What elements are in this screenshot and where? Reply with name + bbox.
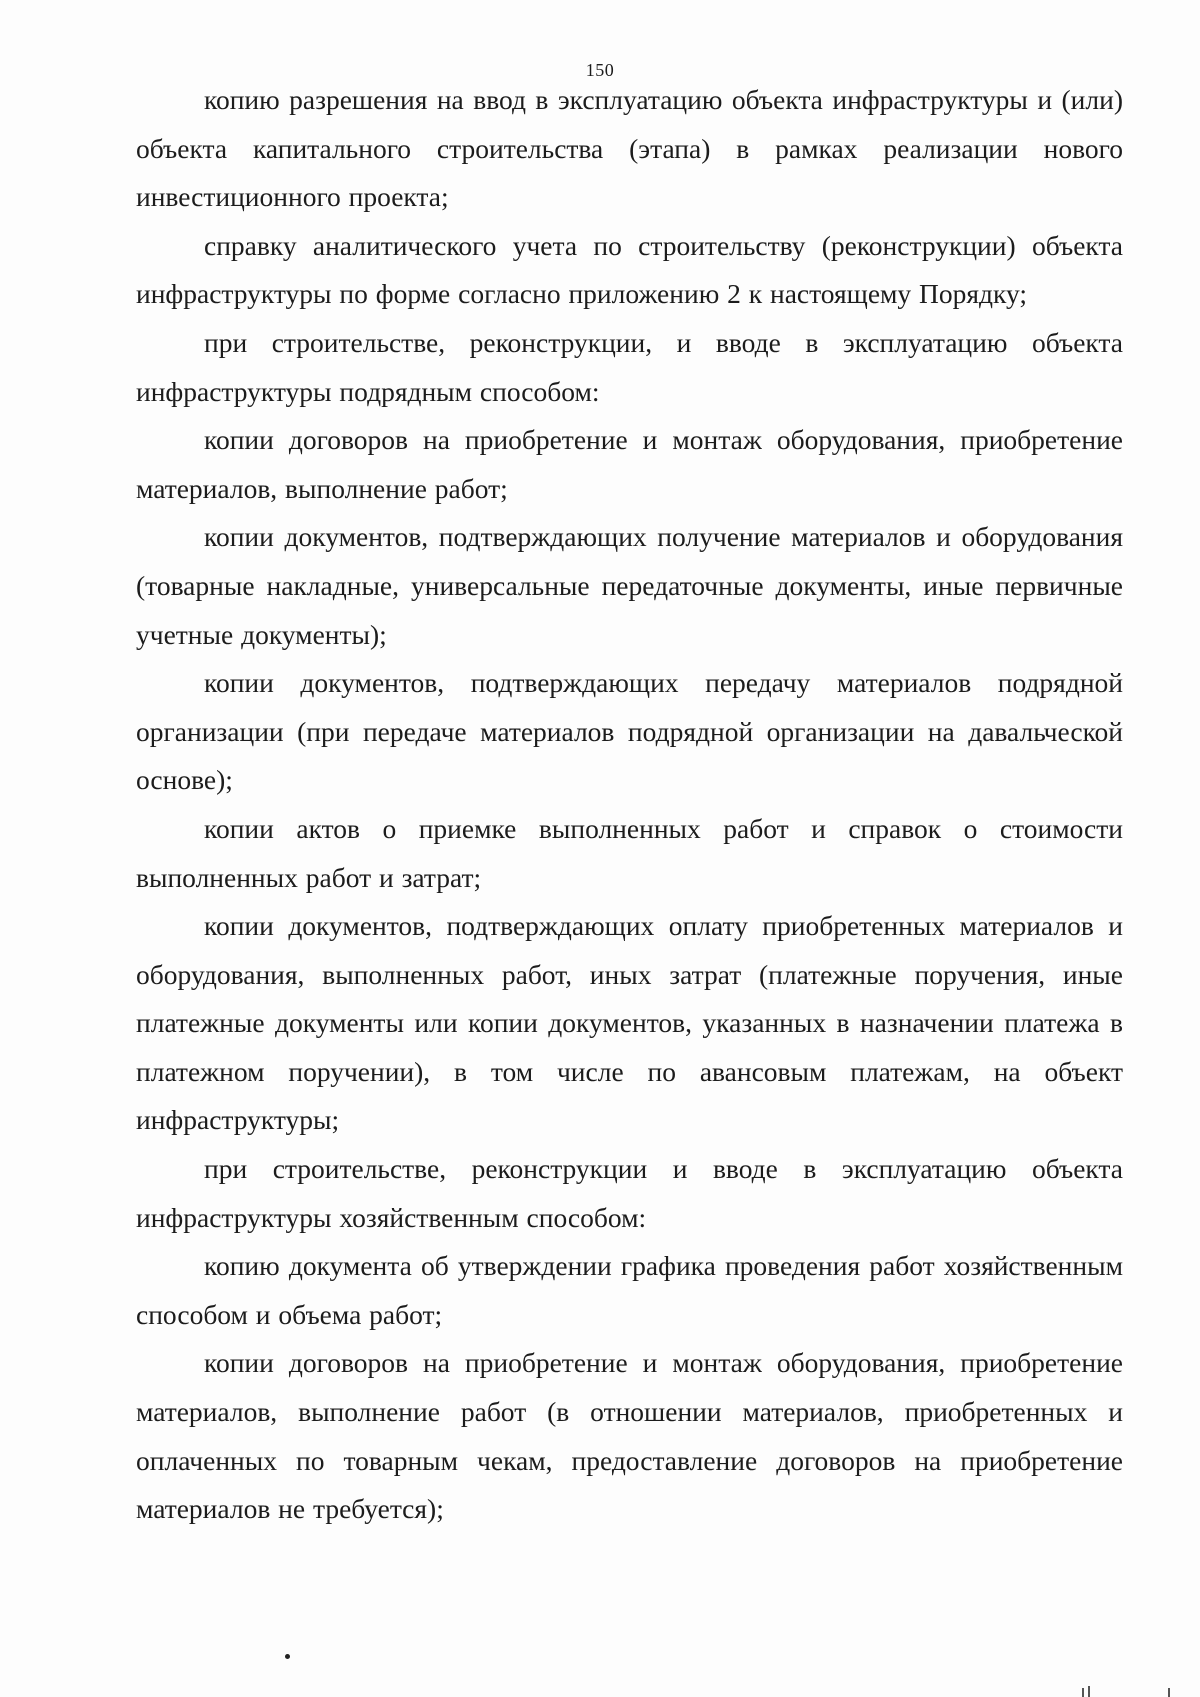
paragraph-accounting-certificate: справку аналитического учета по строительству (реконструкции) объекта инфраструктуры по форме согласно приложению 2 к настоящему Порядку; bbox=[136, 229, 1123, 310]
paragraph-contracts-copies: копии договоров на приобретение и монтаж оборудования, приобретение материалов, выполнение работ; bbox=[136, 424, 1123, 504]
page-number: 150 bbox=[585, 60, 615, 80]
paragraph-materials-transfer: копии документов, подтверждающих передачу материалов подрядной организации (при передаче материалов подрядной организации на давальческой основе); bbox=[136, 667, 1123, 796]
scan-dot-mark bbox=[285, 1654, 290, 1659]
paragraph-own-method-heading: при строительстве, реконструкции и вводе в эксплуатацию объекта инфраструктуры хозяйственным способом: bbox=[136, 1153, 1123, 1233]
paragraph-materials-receipt: копии документов, подтверждающих получение материалов и оборудования (товарные накладные, универсальные передаточные документы, иные первичные учетные документы); bbox=[136, 521, 1123, 650]
paragraph-permit-copy: копию разрешения на ввод в эксплуатацию объекта инфраструктуры и (или) объекта капитального строительства (этапа) в рамках реализации нового инвестиционного проекта; bbox=[136, 84, 1123, 213]
document-body bbox=[136, 76, 1123, 1534]
scan-tick-mark bbox=[1168, 1688, 1170, 1697]
scan-tick-mark bbox=[1088, 1686, 1090, 1697]
paragraph-payment-documents: копии документов, подтверждающих оплату приобретенных материалов и оборудования, выполненных работ, иных затрат (платежные поручения, иные платежные документы или копии документов, указанных в назначении платежа в платежном поручении), в том числе по авансовым платежам, на объект инфраструктуры; bbox=[136, 910, 1123, 1136]
paragraph-contracts-own-method: копии договоров на приобретение и монтаж оборудования, приобретение материалов, выполнение работ (в отношении материалов, приобретенных и оплаченных по товарным чекам, предоставление договоров на приобретение материалов не требуется); bbox=[136, 1347, 1123, 1525]
paragraph-acceptance-acts: копии актов о приемке выполненных работ и справок о стоимости выполненных работ и затрат; bbox=[136, 812, 1123, 893]
scan-tick-mark bbox=[1082, 1688, 1084, 1697]
paragraph-work-schedule: копию документа об утверждении графика проведения работ хозяйственным способом и объема работ; bbox=[136, 1250, 1123, 1330]
paragraph-contract-method-heading: при строительстве, реконструкции, и вводе в эксплуатацию объекта инфраструктуры подрядным способом: bbox=[136, 326, 1123, 407]
